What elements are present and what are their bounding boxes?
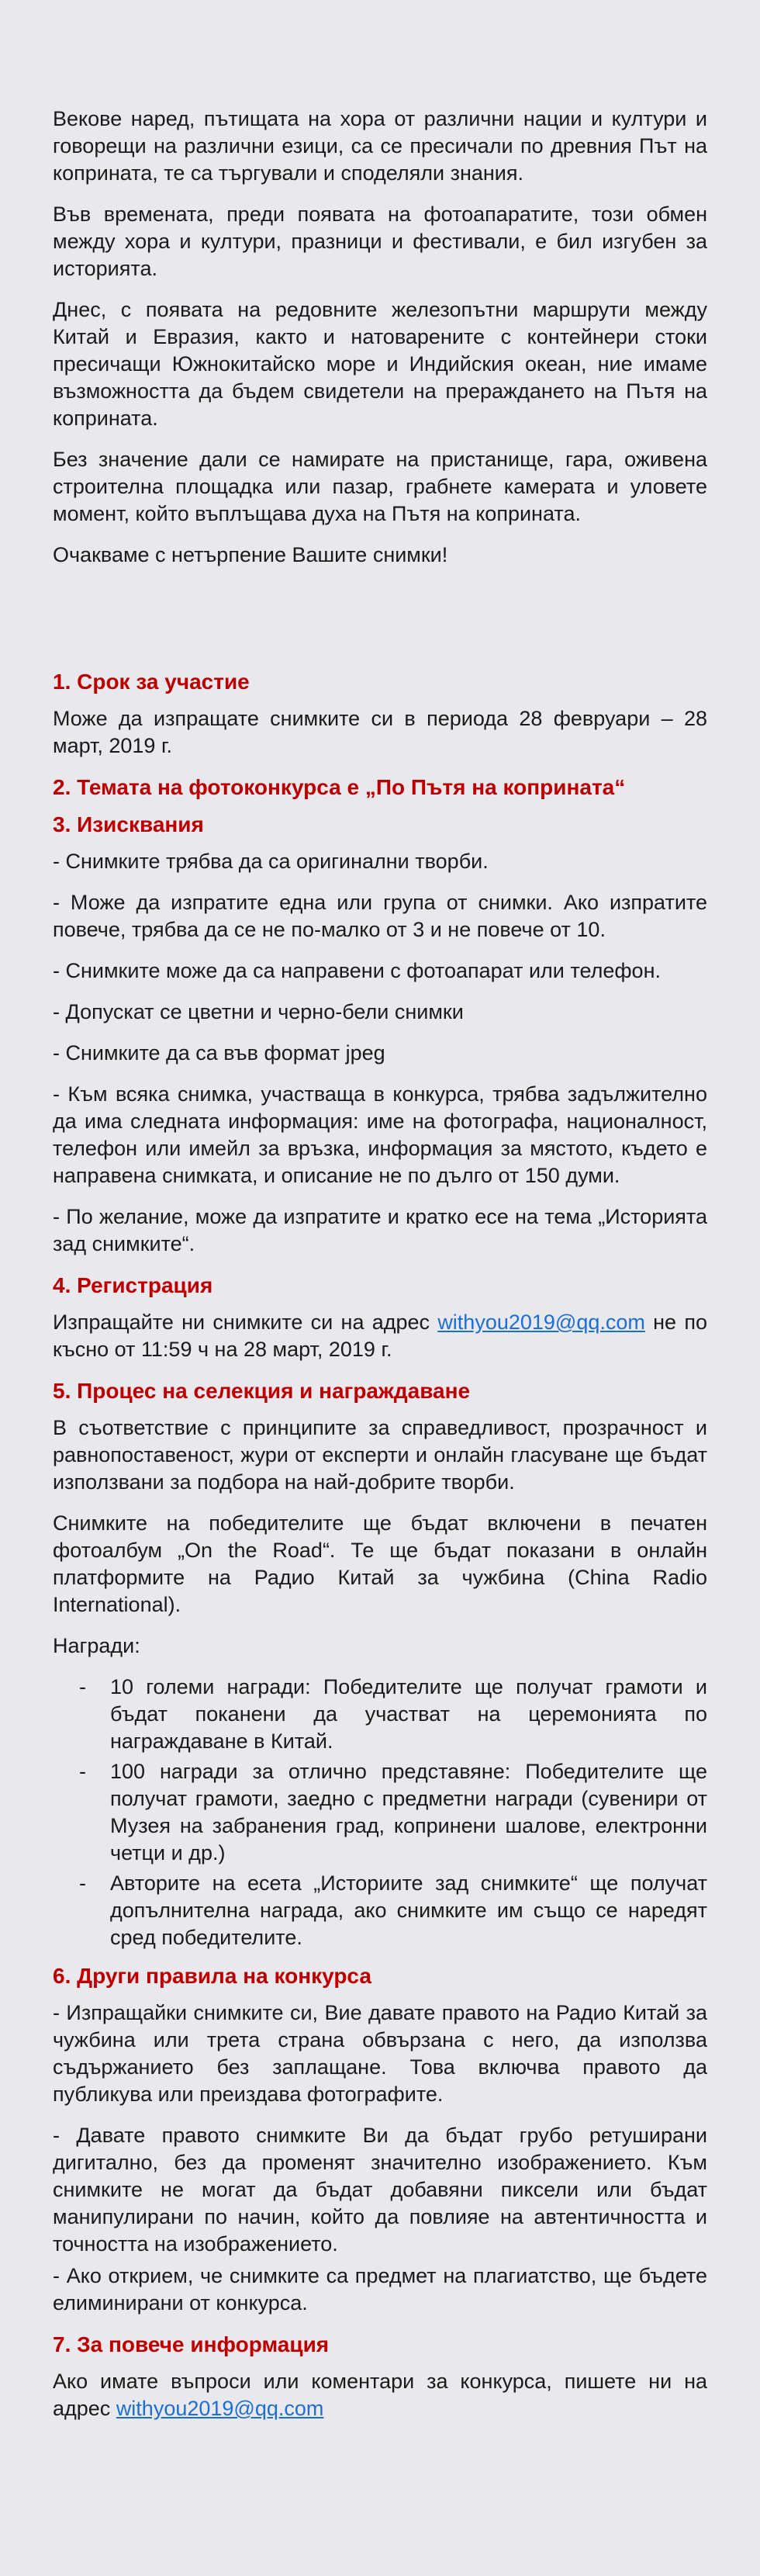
- selection-text: В съответствие с принципите за справедливост, прозрачност и равнопоставеност, жури от експерти и онлайн гласуване ще бъдат използвани за подбора на най-добрите творби.: [53, 1416, 707, 1494]
- intro-paragraph-3: Днес, с появата на редовните железопътни маршрути между Китай и Евразия, както и натоварените с контейнери стоки пресичащи Южнокитайско море и Индийския океан, ние имаме възможността да бъдем свидетели на прераждането на Пътя на коприната.: [53, 298, 707, 430]
- prize-text: Авторите на есета „Историите зад снимките“ ще получат допълнителна награда, ако снимките им също се наредят сред победителите.: [110, 1871, 707, 1949]
- intro-paragraph-2: Във времената, преди появата на фотоапаратите, този обмен между хора и култури, празници и фестивали, е бил изгубен за историята.: [53, 203, 707, 280]
- prize-text: 100 награди за отлично представяне: Победителите ще получат грамоти, заедно с предметни награди (сувенири от Музея на забранения град, копринени шалове, електронни четци и др.): [110, 1760, 707, 1864]
- rules-paragraph-3: - Ако открием, че снимките са предмет на плагиатство, ще бъдете елиминирани от конкурса.: [53, 2264, 707, 2315]
- requirement-item: - Допускат се цветни и черно-бели снимки: [53, 1000, 464, 1023]
- section-5-heading: 5. Процес на селекция и награждаване: [53, 1379, 471, 1403]
- list-dash: -: [79, 1871, 86, 1895]
- section-2-heading: 2. Темата на фотоконкурса е „По Пътя на коприната“: [53, 775, 626, 799]
- album-text: Снимките на победителите ще бъдат включени в печатен фотоалбум „On the Road“. Те ще бъдат показани в онлайн платформите на Радио Китай за чужбина (China Radio International).: [53, 1511, 707, 1616]
- intro-paragraph-5: Очакваме с нетърпение Вашите снимки!: [53, 543, 448, 566]
- contact-text: [53, 2368, 707, 2422]
- contact-text-before: Ако имате въпроси или коментари за конкурса, пишете ни на адрес: [53, 2370, 707, 2420]
- prizes-label: Награди:: [53, 1634, 140, 1657]
- section-7-heading: 7. За повече информация: [53, 2332, 330, 2356]
- registration-email-link[interactable]: withyou2019@qq.com: [437, 1311, 645, 1334]
- section-1-text: Може да изпращате снимките си в периода 28 февруари – 28 март, 2019 г.: [53, 707, 707, 757]
- section-6-heading: 6. Други правила на конкурса: [53, 1964, 371, 1988]
- prize-text: 10 големи награди: Победителите ще получат грамоти и бъдат поканени да участват на церемонията по награждаване в Китай.: [110, 1675, 707, 1753]
- requirement-item: - Може да изпратите една или група от снимки. Ако изпратите повече, трябва да се не по-малко от 3 и не повече от 10.: [53, 891, 707, 941]
- requirement-item: - Снимките може да са направени с фотоапарат или телефон.: [53, 959, 661, 982]
- intro-paragraph-1: Векове наред, пътищата на хора от различни нации и култури и говорещи на различни езици, са се пресичали по древния Път на коприната, те са търгували и споделяли знания.: [53, 107, 707, 185]
- prize-item: [53, 1870, 707, 1951]
- list-dash: -: [79, 1760, 86, 1783]
- rules-paragraph-1: - Изпращайки снимките си, Вие давате правото на Радио Китай за чужбина или трета страна обвързана с него, да използва съдържанието без заплащане. Това включва правото да публикува или преиздава фотографите.: [53, 2001, 707, 2106]
- requirement-item: - Снимките трябва да са оригинални творби.: [53, 850, 489, 873]
- rules-paragraph-2: - Давате правото снимките Ви да бъдат грубо ретуширани дигитално, без да променят значително изображението. Към снимките не могат да бъдат добавяни пиксели или бъдат манипулирани по начин, който да повлияе на автентичността и точността на изображението.: [53, 2124, 707, 2256]
- prize-item: [53, 1758, 707, 1867]
- registration-text: [53, 1309, 707, 1363]
- section-4-heading: 4. Регистрация: [53, 1273, 213, 1297]
- intro-paragraph-4: Без значение дали се намирате на пристанище, гара, оживена строителна площадка или пазар, грабнете камерата и уловете момент, който въплъщава духа на Пътя на коприната.: [53, 448, 707, 525]
- requirement-item: - По желание, може да изпратите и кратко есе на тема „Историята зад снимките“.: [53, 1205, 707, 1255]
- list-dash: -: [79, 1675, 86, 1698]
- requirement-item: - Снимките да са във формат jpeg: [53, 1041, 385, 1065]
- registration-text-before: Изпращайте ни снимките си на адрес: [53, 1311, 438, 1334]
- section-1-heading: 1. Срок за участие: [53, 670, 250, 694]
- section-spacer: [53, 583, 707, 668]
- section-3-heading: 3. Изисквания: [53, 812, 204, 836]
- registration-text-after: не по късно от 11:59 ч на 28 март, 2019 г.: [53, 1311, 707, 1361]
- contact-email-link[interactable]: withyou2019@qq.com: [116, 2397, 324, 2420]
- prizes-list: [53, 1674, 707, 1951]
- prize-item: [53, 1674, 707, 1755]
- requirement-item: - Към всяка снимка, участваща в конкурса, трябва задължително да има следната информация: име на фотографа, националност, телефон или имейл за връзка, информация за мястото, където е направена снимката, и описание не по дълго от 150 думи.: [53, 1082, 707, 1187]
